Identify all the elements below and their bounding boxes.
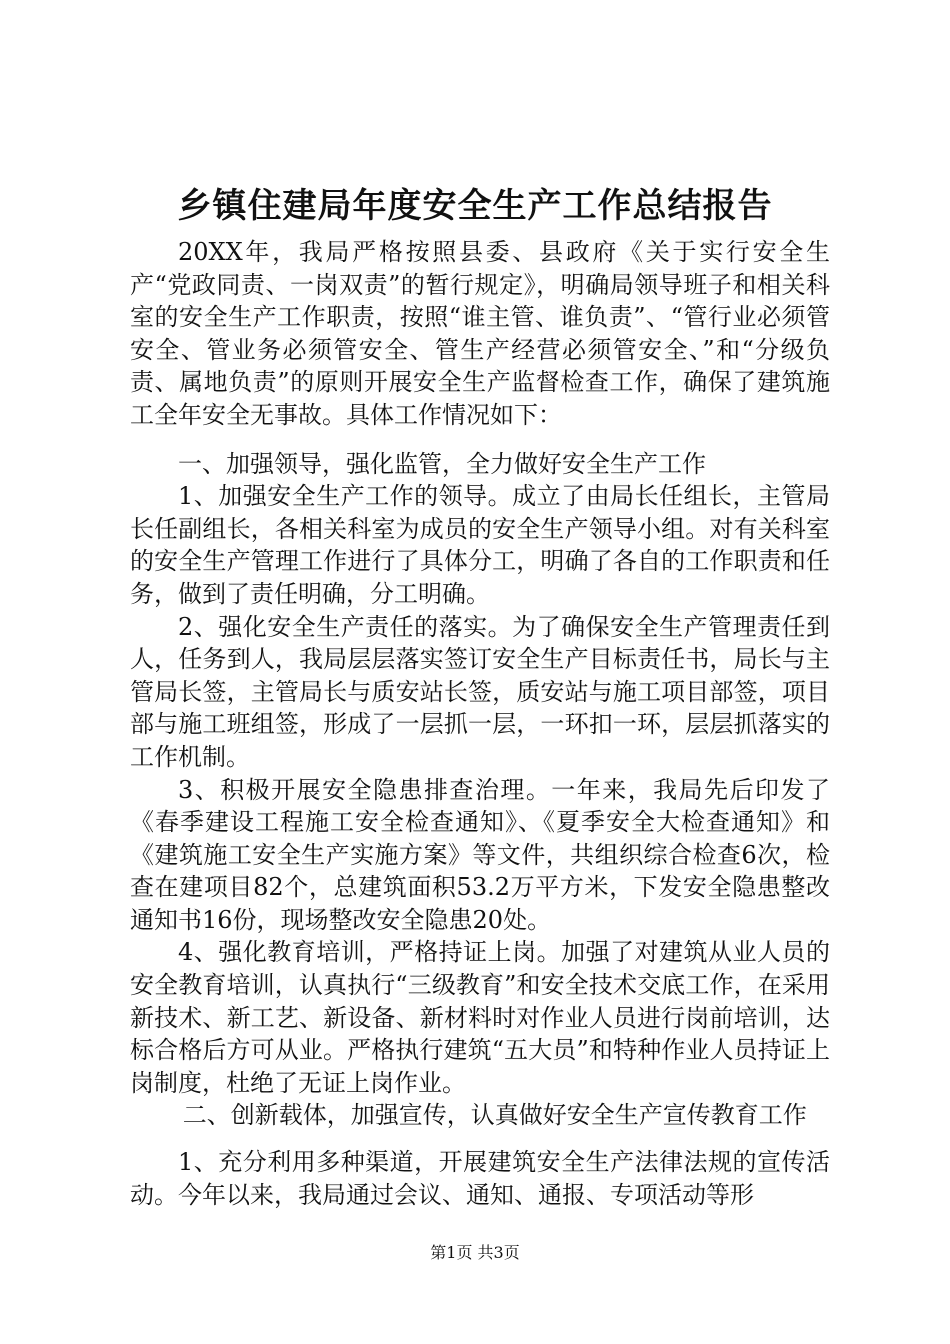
section1-heading: 一、加强领导，强化监管，全力做好安全生产工作 (178, 449, 706, 478)
document-title: 乡镇住建局年度安全生产工作总结报告 (177, 186, 773, 226)
document-body (130, 236, 830, 1211)
section1-item-2: 2、强化安全生产责任的落实。为了确保安全生产管理责任到人，任务到人，我局层层落实签订安全生产目标责任书，局长与主管局长签，主管局长与质安站长签，质安站与施工项目部签，项目部与施工班组签，形成了一层抓一层，一环扣一环，层层抓落实的工作机制。 (130, 612, 830, 771)
section1-item-3: 3、积极开展安全隐患排查治理。一年来，我局先后印发了《春季建设工程施工安全检查通知》、《夏季安全大检查通知》和《建筑施工安全生产实施方案》等文件，共组织综合检查6次，检查在建项目82个，总建筑面积53.2万平方米，下发安全隐患整改通知书16份，现场整改安全隐患20处。 (130, 775, 830, 934)
section2-heading: 二、创新载体，加强宣传，认真做好安全生产宣传教育工作 (182, 1101, 807, 1130)
page-number-footer: 第1页 共3页 (430, 1243, 520, 1262)
intro-paragraph: 20XX年，我局严格按照县委、县政府《关于实行安全生产“党政同责、一岗双责”的暂行规定》，明确局领导班子和相关科室的安全生产工作职责，按照“谁主管、谁负责”、“管行业必须管安全、管业务必须管安全、管生产经营必须管安全、”和“分级负责、属地负责”的原则开展安全生产监督检查工作，确保了建筑施工全年安全无事故。具体工作情况如下： (130, 238, 830, 429)
section2-item-1: 1、充分利用多种渠道，开展建筑安全生产法律法规的宣传活动。今年以来，我局通过会议、通知、通报、专项活动等形 (130, 1148, 830, 1209)
section1-item-1: 1、加强安全生产工作的领导。成立了由局长任组长，主管局长任副组长，各相关科室为成员的安全生产领导小组。对有关科室的安全生产管理工作进行了具体分工，明确了各自的工作职责和任务，做到了责任明确，分工明确。 (130, 482, 830, 608)
section1-item-4: 4、强化教育培训，严格持证上岗。加强了对建筑从业人员的安全教育培训，认真执行“三级教育”和安全技术交底工作，在采用新技术、新工艺、新设备、新材料时对作业人员进行岗前培训，达标合格后方可从业。严格执行建筑“五大员”和特种作业人员持证上岗制度，杜绝了无证上岗作业。 (130, 938, 830, 1097)
